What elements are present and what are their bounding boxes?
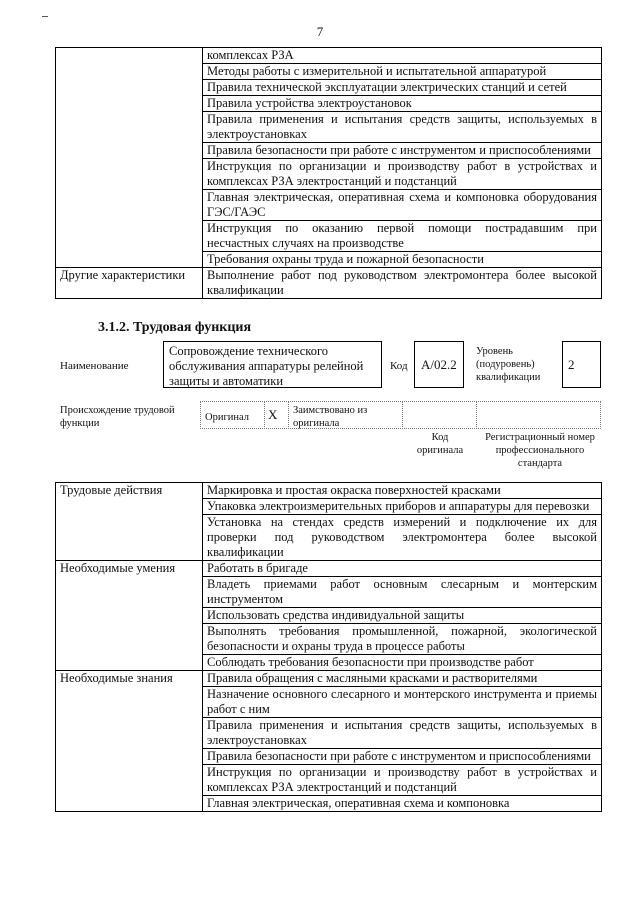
row-value: Правила обращения с масляными красками и растворителями [203,671,602,687]
row-value: Работать в бригаде [203,561,602,577]
row-label [56,48,203,268]
code-box: А/02.2 [414,341,464,388]
origin-label: Происхождение трудовой функции [60,405,175,429]
row-value: Упаковка электроизмерительных приборов и аппаратуры для перевозки [203,499,602,515]
required-knowledge-label: Необходимые знания [56,671,203,812]
level-label: Уровень (подуровень) квалификации [476,346,541,383]
table-row [56,671,602,687]
row-value: Владеть приемами работ основным слесарным и монтерским инструментом [203,577,602,608]
required-skills-label: Необходимые умения [56,561,203,671]
level-box: 2 [562,341,601,388]
original-mark: X [268,407,278,422]
table-row [56,483,602,499]
row-value: Установка на стендах средств измерений и подключение их для проверки под руководством электромонтера более высокой квалификации [203,515,602,561]
row-value: Назначение основного слесарного и монтерского инструмента и приемы работ с ним [203,687,602,718]
row-value: комплексах РЗА [203,48,602,64]
row-value: Правила технической эксплуатации электрических станций и сетей [203,80,602,96]
other-characteristics-label: Другие характеристики [56,268,203,299]
row-value: Правила применения и испытания средств защиты, используемых в электроустановках [203,718,602,749]
borrowed-label: Заимствовано из оригинала [293,405,368,429]
code-label: Код [390,360,408,372]
row-value: Правила устройства электроустановок [203,96,602,112]
reg-number-label: Регистрационный номер профессионального стандарта [485,432,595,469]
row-value: Инструкция по организации и производству работ в устройствах и комплексах РЗА электростанций и подстанций [203,765,602,796]
row-value: Требования охраны труда и пожарной безопасности [203,252,602,268]
row-value: Соблюдать требования безопасности при производстве работ [203,655,602,671]
row-value: Главная электрическая, оперативная схема и компоновка [203,796,602,812]
origin-divider [288,401,289,429]
table-row [56,268,602,299]
table-row [56,48,602,64]
row-value: Главная электрическая, оперативная схема и компоновка оборудования ГЭС/ГАЭС [203,190,602,221]
section-title: 3.1.2. Трудовая функция [98,320,252,335]
code-original-label: Код оригинала [416,432,464,456]
row-value: Инструкция по организации и производству работ в устройствах и комплексах РЗА электростанций и подстанций [203,159,602,190]
function-name-box: Сопровождение технического обслуживания аппаратуры релейной защиты и автоматики [163,341,382,388]
corner-mark [42,16,48,17]
original-label: Оригинал [205,412,249,423]
row-value: Маркировка и простая окраска поверхностей красками [203,483,602,499]
table-row [56,561,602,577]
origin-divider [264,401,265,429]
function-details-table [55,482,602,812]
row-value: Методы работы с измерительной и испытательной аппаратурой [203,64,602,80]
row-value: Использовать средства индивидуальной защиты [203,608,602,624]
origin-divider [476,401,477,429]
page-number: 7 [316,24,324,39]
row-value: Правила применения и испытания средств защиты, используемых в электроустановках [203,112,602,143]
origin-divider [402,401,403,429]
row-value: Правила безопасности при работе с инструментом и приспособлениями [203,749,602,765]
other-characteristics-value: Выполнение работ под руководством электромонтера более высокой квалификации [203,268,602,299]
row-value: Инструкция по оказанию первой помощи пострадавшим при несчастных случаях на производстве [203,221,602,252]
name-label: Наименование [60,360,129,372]
labor-actions-label: Трудовые действия [56,483,203,561]
knowledge-table-continued [55,47,602,299]
row-value: Выполнять требования промышленной, пожарной, экологической безопасности и охраны труда в процессе работы [203,624,602,655]
row-value: Правила безопасности при работе с инструментом и приспособлениями [203,143,602,159]
